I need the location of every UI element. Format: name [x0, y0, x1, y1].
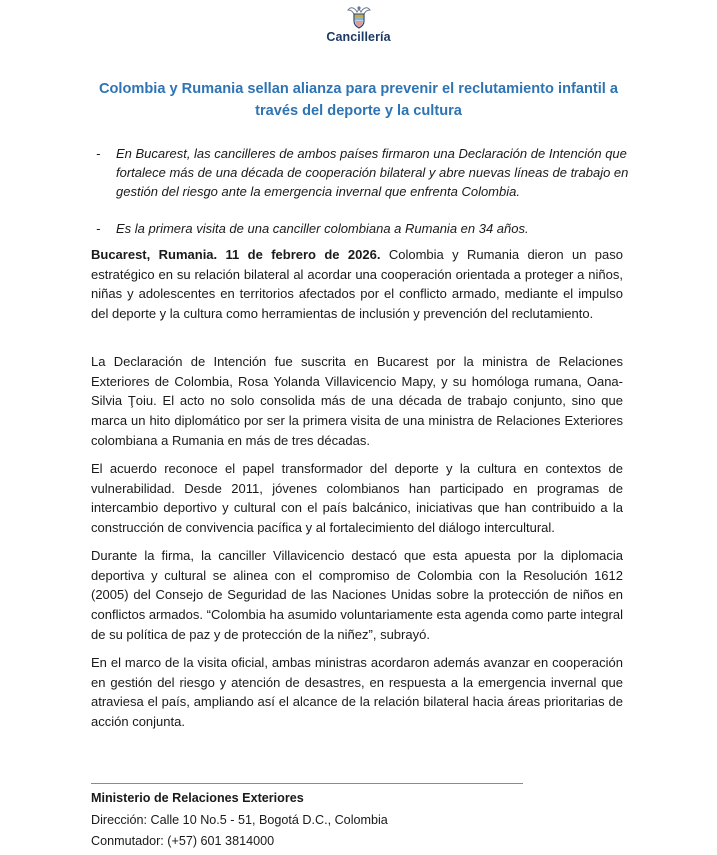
coat-of-arms-icon: [344, 4, 374, 30]
highlight-item: [96, 144, 636, 201]
body-paragraph-5: En el marco de la visita oficial, ambas ministras acordaron además avanzar en cooperación en gestión del riesgo y atención de desastres, en respuesta a la emergencia invernal que atraviesa el país, ampliando así el alcance de la relación bilateral hacia áreas prioritarias de acción conjunta.: [91, 655, 623, 730]
page-footer: [91, 788, 388, 853]
footer-phone: Conmutador: (+57) 601 3814000: [91, 834, 275, 848]
brand-name: Cancillería: [326, 30, 391, 44]
footer-organization: Ministerio de Relaciones Exteriores: [91, 791, 304, 805]
bullet-dash: -: [96, 221, 101, 236]
highlight-text: Es la primera visita de una canciller colombiana a Rumania en 34 años.: [116, 221, 529, 236]
highlights-list: [96, 144, 636, 256]
bullet-dash: -: [96, 146, 101, 161]
footer-address: Dirección: Calle 10 No.5 - 51, Bogotá D.C., Colombia: [91, 812, 388, 827]
dateline: Bucarest, Rumania. 11 de febrero de 2026.: [91, 247, 381, 262]
press-release-title: Colombia y Rumania sellan alianza para prevenir el reclutamiento infantil a través del deporte y la cultura: [98, 81, 619, 119]
page-header: [0, 4, 717, 44]
body-paragraph-2: La Declaración de Intención fue suscrita en Bucarest por la ministra de Relaciones Exteriores de Colombia, Rosa Yolanda Villavicencio Mapy, y su homóloga rumana, Oana-Silvia Ţoiu. El acto no solo consolida más de una década de trabajo conjunto, sino que marca un hito diplomático por ser la primera visita de una ministra de Relaciones Exteriores colombiana a Rumania en más de tres décadas.: [91, 354, 623, 448]
highlight-item: [96, 219, 636, 238]
body-paragraph-4: Durante la firma, la canciller Villavicencio destacó que esta apuesta por la diplomacia deportiva y cultural se alinea con el compromiso de Colombia con la Resolución 1612 (2005) del Consejo de Seguridad de las Naciones Unidas sobre la protección de niños en conflictos armados. “Colombia ha asumido voluntariamente esta agenda como parte integral de su política de paz y de protección de la niñez”, subrayó.: [91, 548, 623, 642]
footer-divider: [91, 783, 523, 784]
body-paragraph-1: [91, 245, 623, 324]
highlight-text: En Bucarest, las cancilleres de ambos países firmaron una Declaración de Intención que fortalece más de una década de cooperación bilateral y abre nuevas líneas de trabajo en gestión del riesgo ante la emergencia invernal que enfrenta Colombia.: [116, 146, 629, 199]
body-paragraph-3: El acuerdo reconoce el papel transformador del deporte y la cultura en contextos de vulnerabilidad. Desde 2011, jóvenes colombianos han participado en programas de intercambio deportivo y cultural con el país balcánico, iniciativas que han contribuido a la construcción de convivencia pacífica y al fortalecimiento del diálogo intercultural.: [91, 461, 623, 536]
paragraph-text: Colombia y Rumania dieron un paso estratégico en su relación bilateral al acordar una cooperación orientada a proteger a niños, niñas y adolescentes en territorios afectados por el conflicto armado, mediante el impulso del deporte y la cultura como herramientas de inclusión y prevención del reclutamiento.: [91, 247, 623, 322]
